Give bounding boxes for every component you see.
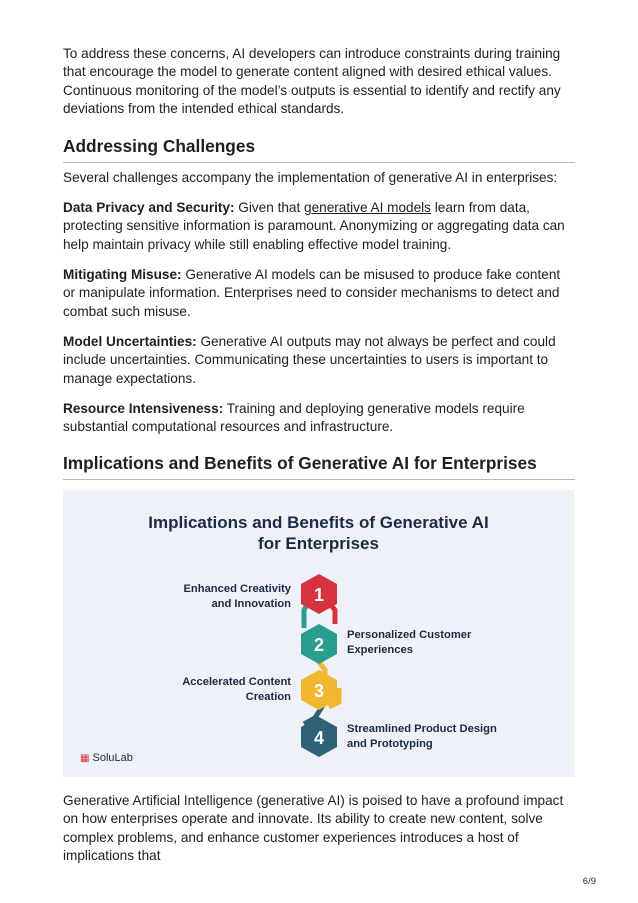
challenges-lead: Several challenges accompany the implementation of generative AI in enterprises:	[63, 170, 558, 185]
step-label-1	[181, 582, 291, 612]
solulab-logo	[80, 752, 133, 764]
step-3-line1: Accelerated Content	[182, 676, 291, 688]
label-misuse: Mitigating Misuse:	[63, 267, 182, 282]
paragraph-data-privacy	[63, 199, 575, 254]
step-number-1: 1	[313, 585, 325, 605]
privacy-text-before: Given that	[234, 200, 305, 215]
step-number-2: 2	[313, 635, 325, 655]
infographic-title-line2: for Enterprises	[258, 534, 379, 553]
resource-text: Training and deploying generative models require substantial computational resources and infrastructure.	[63, 401, 525, 435]
generative-ai-models-link[interactable]: generative AI models	[304, 200, 431, 215]
misuse-text: Generative AI models can be misused to produce fake content or manipulate information. Enterprises need to consider mechanisms to detect and combat such misuse.	[63, 267, 561, 319]
infographic-title-line1: Implications and Benefits of Generative AI	[148, 513, 489, 532]
step-3-line2: Creation	[245, 691, 291, 703]
logo-text: SoluLab	[92, 752, 133, 764]
hexagon-step-2	[301, 624, 337, 664]
section-heading-challenges: Addressing Challenges	[63, 136, 575, 163]
page-number: 6/9	[582, 876, 596, 887]
label-data-privacy: Data Privacy and Security:	[63, 200, 235, 215]
paragraph-misuse	[63, 266, 575, 321]
label-resource: Resource Intensiveness:	[63, 401, 224, 416]
step-label-2	[347, 628, 497, 658]
label-uncertainties: Model Uncertainties:	[63, 334, 197, 349]
solulab-logo-icon: ▦	[80, 753, 90, 764]
step-2-line1: Personalized Customer	[347, 629, 472, 641]
implications-paragraph: Generative Artificial Intelligence (generative AI) is poised to have a profound impact on how enterprises operate and innovate. Its ability to create new content, solve complex problems, and enhance customer experiences introduces a host of implications that	[63, 793, 564, 863]
uncertainties-text: Generative AI outputs may not always be perfect and could include uncertainties. Communicating these uncertainties to users is important to manage expectations.	[63, 334, 556, 386]
intro-paragraph: To address these concerns, AI developers can introduce constraints during training that encourage the model to generate content aligned with desired ethical values. Continuous monitoring of the model’s outputs is essential to identify and rectify any deviations from the intended ethical standards.	[63, 46, 561, 116]
step-2-line2: Experiences	[347, 644, 413, 656]
step-number-3: 3	[313, 681, 325, 701]
section-heading-implications: Implications and Benefits of Generative AI for Enterprises	[63, 453, 575, 480]
step-number-4: 4	[313, 728, 325, 748]
step-label-3	[163, 675, 291, 705]
infographic-image	[63, 490, 574, 777]
paragraph-resource	[63, 400, 575, 437]
step-4-line1: Streamlined Product Design	[347, 723, 497, 735]
privacy-text-after: learn from data, protecting sensitive information is paramount. Anonymizing or aggregating data can help maintain privacy while still enabling effective model training.	[63, 200, 565, 252]
step-label-4	[347, 722, 517, 752]
paragraph-uncertainties	[63, 333, 575, 388]
step-1-line2: and Innovation	[211, 598, 291, 610]
step-1-line1: Enhanced Creativity	[183, 583, 291, 595]
step-4-line2: and Prototyping	[347, 738, 433, 750]
